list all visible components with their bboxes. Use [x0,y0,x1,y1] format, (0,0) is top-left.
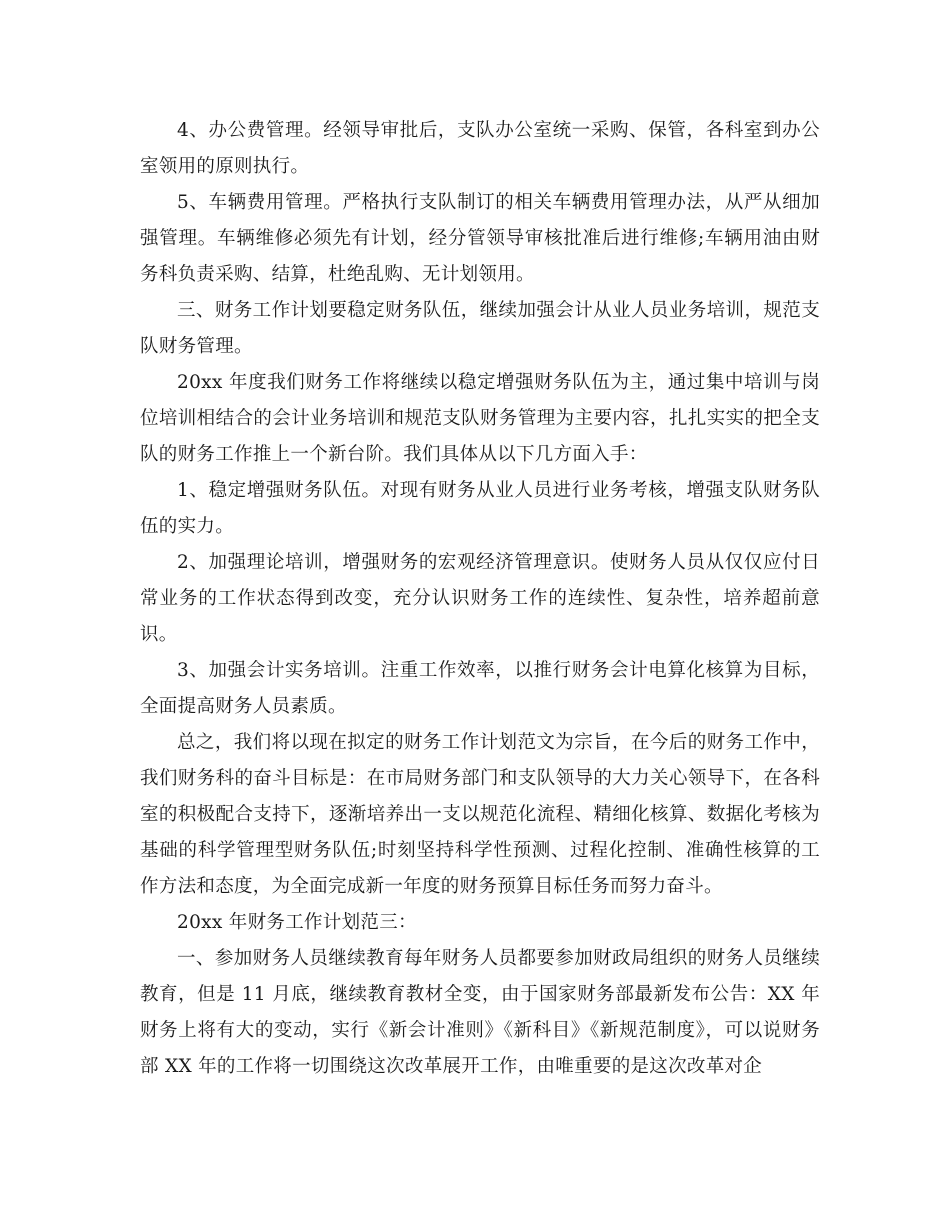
paragraph-section-three-heading: 三、财务工作计划要稳定财务队伍，继续加强会计从业人员业务培训，规范支队财务管理。 [140,300,820,357]
paragraph-theory-training: 2、加强理论培训，增强财务的宏观经济管理意识。使财务人员从仅仅应付日常业务的工作状态得到改变，充分认识财务工作的连续性、复杂性，培养超前意识。 [140,552,820,645]
paragraph-practice-training: 3、加强会计实务培训。注重工作效率，以推行财务会计电算化核算为目标，全面提高财务人员素质。 [140,660,820,717]
paragraph-vehicle-expense: 5、车辆费用管理。严格执行支队制订的相关车辆费用管理办法，从严从细加强管理。车辆维修必须先有计划，经分管领导审核批准后进行维修;车辆用油由财务科负责采购、结算，杜绝乱购、无计划领用。 [140,192,820,285]
paragraph-continuing-education: 一、参加财务人员继续教育每年财务人员都要参加财政局组织的财务人员继续教育，但是 11 月底，继续教育教材全变，由于国家财务部最新发布公告：XX 年财务上将有大的变动，实行《新会计准则》《新科目》《新规范制度》，可以说财务部 XX 年的工作将一切围绕这次改革展开工作，由唯重要的是这次改革对企 [140,948,820,1077]
document-body [140,113,820,1085]
paragraph-stabilize-team: 1、稳定增强财务队伍。对现有财务从业人员进行业务考核，增强支队财务队伍的实力。 [140,480,820,537]
paragraph-plan-three-title: 20xx 年财务工作计划范三： [177,912,417,933]
paragraph-office-expense: 4、办公费管理。经领导审批后，支队办公室统一采购、保管，各科室到办公室领用的原则执行。 [140,120,820,177]
paragraph-summary: 总之，我们将以现在拟定的财务工作计划范文为宗旨，在今后的财务工作中，我们财务科的奋斗目标是：在市局财务部门和支队领导的大力关心领导下，在各科室的积极配合支持下，逐渐培养出一支以规范化流程、精细化核算、数据化考核为基础的科学管理型财务队伍;时刻坚持科学性预测、过程化控制、准确性核算的工作方法和态度，为全面完成新一年度的财务预算目标任务而努力奋斗。 [140,732,820,897]
paragraph-annual-plan: 20xx 年度我们财务工作将继续以稳定增强财务队伍为主，通过集中培训与岗位培训相结合的会计业务培训和规范支队财务管理为主要内容，扎扎实实的把全支队的财务工作推上一个新台阶。我们具体从以下几方面入手： [140,372,820,465]
